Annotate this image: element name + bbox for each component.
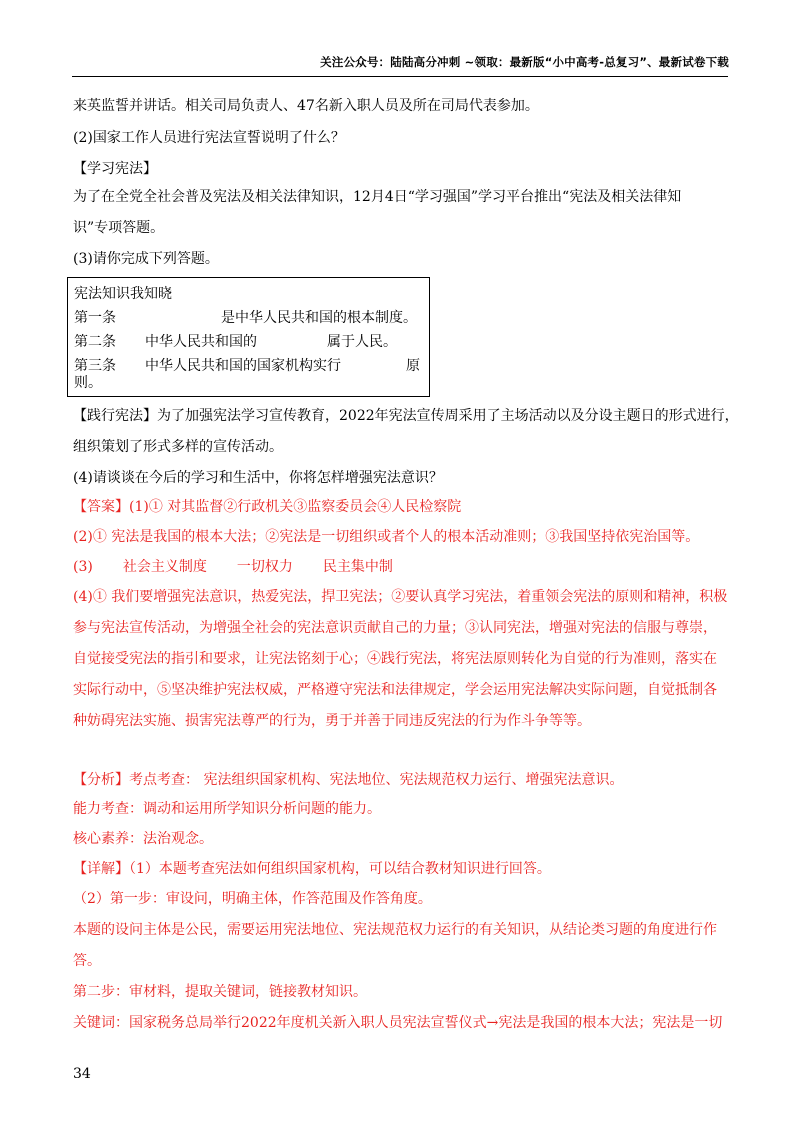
answer-4-line-1: (4)① 我们要增强宪法意识，热爱宪法，捍卫宪法；②要认真学习宪法，着重领会宪法的原则和精神，积极 [73,589,728,605]
section-study-heading: 【学习宪法】 [73,161,157,177]
quiz-item-2-post: 属于人民。 [327,334,397,350]
study-paragraph-line-1: 为了在全党全社会普及宪法及相关法律知识，12月4日“学习强国”学习平台推出“宪法及相关法律知 [73,189,682,205]
question-2: (2)国家工作人员进行宪法宣誓说明了什么？ [73,130,345,146]
answer-3-value-2: 一切权力 [236,559,293,575]
answer-4-line-2: 参与宪法宣传活动，为增强全社会的宪法意识贡献自己的力量；③认同宪法，增强对宪法的信服与尊崇， [73,620,717,636]
paragraph-line: 来英监誓并讲话。相关司局负责人、47名新入职人员及所在司局代表参加。 [73,98,539,114]
answer-3 [73,557,393,577]
quiz-box-title: 宪法知识我知晓 [74,286,172,302]
quiz-item-1-label: 第一条 [74,310,116,326]
page-number: 34 [73,1066,91,1082]
quiz-item-1-text: 是中华人民共和国的根本制度。 [221,310,417,326]
answer-3-value-3: 民主集中制 [322,559,393,575]
quiz-item-3 [74,357,420,375]
quiz-item-1 [74,309,424,327]
analysis-core: 核心素养：法治观念。 [73,831,213,847]
answer-1: 【答案】(1)① 对其监督②行政机关③监察委员会④人民检察院 [73,499,462,515]
detail-5: 第二步：审材料，提取关键词，链接教材知识。 [73,984,367,1000]
quiz-item-2-pre: 中华人民共和国的 [145,334,257,350]
practice-paragraph-line-1: 【践行宪法】为了加强宪法学习宣传教育，2022年宪法宣传周采用了主场活动以及分设主题日的形式进行， [73,408,739,424]
quiz-item-3-pre: 中华人民共和国的国家机构实行 [145,358,341,374]
quiz-box [67,277,430,397]
answer-4-line-5: 种妨碍宪法实施、损害宪法尊严的行为，勇于并善于同违反宪法的行为作斗争等等。 [73,713,591,729]
answer-4-line-3: 自觉接受宪法的指引和要求，让宪法铭刻于心；④践行宪法，将宪法原则转化为自觉的行为准则，落实在 [73,651,717,667]
quiz-item-2 [74,333,397,351]
quiz-item-3-post: 原 [406,358,420,374]
analysis-ability: 能力考查：调动和运用所学知识分析问题的能力。 [73,801,381,817]
quiz-item-3-continued: 则。 [74,375,102,391]
detail-3: 本题的设问主体是公民，需要运用宪法地位、宪法规范权力运行的有关知识，从结论类习题的角度进行作 [73,922,717,938]
question-3: (3)请你完成下列答题。 [73,251,219,267]
header-divider [72,76,728,77]
question-4: (4)请谈谈在今后的学习和生活中，你将怎样增强宪法意识？ [73,470,443,486]
study-paragraph-line-2: 识”专项答题。 [73,220,165,236]
answer-4-line-4: 实际行动中，⑤坚决维护宪法权威，严格遵守宪法和法律规定，学会运用宪法解决实际问题，自觉抵制各 [73,682,717,698]
detail-6: 关键词：国家税务总局举行2022年度机关新入职人员宪法宣誓仪式→宪法是我国的根本大法；宪法是一切 [73,1015,723,1031]
quiz-item-2-label: 第二条 [74,334,116,350]
answer-3-number: (3) [73,559,93,575]
detail-4: 答。 [73,953,101,969]
page-header: 关注公众号：陆陆高分冲刺 ~领取：最新版“小中高考-总复习”、最新试卷下载 [320,55,729,69]
quiz-item-3-label: 第三条 [74,358,116,374]
analysis-points: 【分析】考点考查： 宪法组织国家机构、宪法地位、宪法规范权力运行、增强宪法意识。 [73,772,624,788]
practice-paragraph-line-2: 组织策划了形式多样的宣传活动。 [73,439,283,455]
detail-2: （2）第一步：审设问，明确主体，作答范围及作答角度。 [73,891,432,907]
answer-3-value-1: 社会主义制度 [122,559,207,575]
detail-1: 【详解】（1）本题考查宪法如何组织国家机构，可以结合教材知识进行回答。 [73,861,551,877]
answer-2: (2)① 宪法是我国的根本大法；②宪法是一切组织或者个人的根本活动准则；③我国坚持依宪治国等。 [73,529,700,545]
